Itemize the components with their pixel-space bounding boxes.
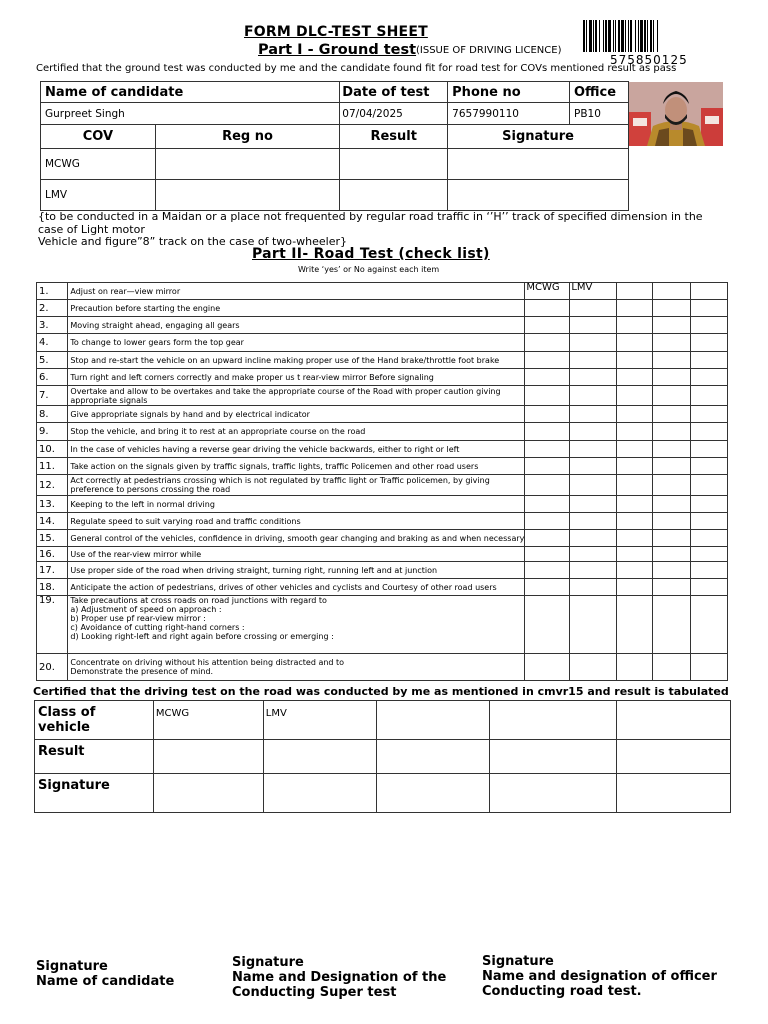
checklist-row — [37, 596, 728, 654]
signature-cell[interactable] — [490, 774, 617, 813]
checklist-item-text — [68, 496, 525, 513]
checklist-answer-cell[interactable] — [525, 369, 570, 386]
checklist-item-line: preference to persons crossing the road — [70, 485, 231, 494]
checklist-answer-cell[interactable] — [616, 441, 653, 458]
checklist-item-line: Use of the rear-view mirror while — [70, 549, 202, 559]
checklist-item-line: In the case of vehicles having a reverse gear driving the vehicle backwards, either to right or left — [70, 444, 460, 454]
class-lmv: LMV — [263, 701, 376, 740]
checklist-item-number: 6. — [37, 369, 68, 386]
candidate-signature-block — [36, 959, 174, 989]
row-class-of-vehicle: Class of vehicle — [35, 701, 154, 740]
checklist-answer-cell[interactable] — [570, 579, 616, 596]
checklist-answer-cell[interactable] — [616, 406, 653, 423]
road-test-certification: Certified that the driving test on the road was conducted by me as mentioned in cmvr15 and result is tabulated — [33, 685, 729, 698]
checklist-item-text — [68, 458, 525, 475]
checklist-row — [37, 441, 728, 458]
checklist-item-number: 12. — [37, 475, 68, 496]
candidate-photo-image — [629, 82, 723, 146]
checklist-answer-cell[interactable] — [690, 475, 727, 496]
part1-title: Part I - Ground test — [258, 42, 417, 58]
class-cell[interactable] — [490, 701, 617, 740]
checklist-answer-cell[interactable] — [690, 423, 727, 441]
checklist-answer-cell[interactable] — [570, 317, 616, 334]
signature-cell[interactable] — [263, 774, 376, 813]
checklist-answer-cell[interactable] — [570, 352, 616, 369]
officer-signature-block — [482, 954, 717, 999]
checklist-item-line: Take action on the signals given by traffic signals, traffic lights, traffic Policemen and other road users — [70, 461, 479, 471]
checklist-item-line: Stop the vehicle, and bring it to rest at an appropriate course on the road — [70, 427, 366, 436]
checklist-item-text — [68, 547, 525, 562]
super-test-conducting-label: Conducting Super test — [232, 985, 397, 1000]
signature-cell[interactable] — [153, 774, 263, 813]
reg-no-cell[interactable] — [155, 180, 340, 211]
checklist-row — [37, 530, 728, 547]
candidate-name-label: Name of candidate — [36, 974, 175, 989]
checklist-row — [37, 547, 728, 562]
checklist-answer-cell[interactable] — [616, 579, 653, 596]
checklist-answer-cell[interactable] — [525, 513, 570, 530]
barcode — [583, 20, 724, 52]
checklist-item-number: 11. — [37, 458, 68, 475]
checklist-answer-cell[interactable] — [616, 547, 653, 562]
checklist-item-line: a) Adjustment of speed on approach : — [70, 605, 222, 614]
checklist-item-text — [68, 334, 525, 352]
checklist-answer-cell[interactable] — [525, 386, 570, 406]
signature-cell[interactable] — [617, 774, 731, 813]
checklist-answer-cell[interactable] — [616, 458, 653, 475]
checklist-answer-cell[interactable] — [570, 513, 616, 530]
checklist-answer-cell[interactable] — [653, 386, 690, 406]
checklist-row — [37, 283, 728, 300]
checklist-row — [37, 406, 728, 423]
checklist-item-text — [68, 406, 525, 423]
checklist-answer-cell[interactable] — [570, 300, 616, 317]
checklist-answer-cell[interactable] — [570, 530, 616, 547]
checklist-answer-cell[interactable] — [525, 475, 570, 496]
checklist-answer-cell[interactable] — [690, 596, 727, 654]
checklist-answer-cell[interactable] — [525, 441, 570, 458]
checklist-row — [37, 352, 728, 369]
checklist-item-text — [68, 654, 525, 681]
checklist-item-number: 14. — [37, 513, 68, 530]
checklist-answer-cell[interactable] — [570, 334, 616, 352]
checklist-answer-cell[interactable] — [653, 352, 690, 369]
row-result: Result — [35, 740, 154, 774]
checklist-item-text — [68, 579, 525, 596]
checklist-answer-cell[interactable] — [653, 334, 690, 352]
checklist-answer-cell[interactable] — [525, 406, 570, 423]
part2-subtitle: Write ‘yes’ or No against each item — [298, 265, 440, 274]
checklist-answer-cell[interactable] — [690, 317, 727, 334]
checklist-answer-cell[interactable] — [616, 475, 653, 496]
checklist-answer-cell[interactable] — [570, 458, 616, 475]
checklist-answer-cell[interactable] — [616, 562, 653, 579]
checklist-answer-cell[interactable] — [690, 352, 727, 369]
checklist-answer-cell[interactable] — [653, 475, 690, 496]
checklist-item-line: Act correctly at pedestrians crossing which is not regulated by traffic light or Traffic policemen, by giving — [70, 476, 490, 485]
checklist-row — [37, 300, 728, 317]
checklist-item-line: Keeping to the left in normal driving — [70, 499, 215, 509]
checklist-answer-cell[interactable] — [616, 369, 653, 386]
cov-row-mcwg: MCWG — [41, 149, 156, 180]
candidate-signature-label: Signature — [36, 959, 108, 974]
checklist-answer-cell[interactable] — [616, 513, 653, 530]
road-test-result-table — [34, 700, 731, 813]
checklist-item-text — [68, 475, 525, 496]
checklist-answer-cell[interactable] — [690, 334, 727, 352]
checklist-answer-cell[interactable] — [570, 423, 616, 441]
checklist-row — [37, 496, 728, 513]
class-cell[interactable] — [376, 701, 490, 740]
class-mcwg: MCWG — [153, 701, 263, 740]
checklist-item-text — [68, 530, 525, 547]
checklist-item-number: 8. — [37, 406, 68, 423]
checklist-answer-cell[interactable] — [653, 300, 690, 317]
officer-designation-label: Name and designation of officer — [482, 969, 717, 984]
checklist-answer-cell[interactable] — [570, 441, 616, 458]
checklist-answer-cell[interactable] — [690, 458, 727, 475]
signature-cell[interactable] — [448, 149, 629, 180]
result-cell[interactable] — [263, 740, 376, 774]
checklist-item-line: Take precautions at cross roads on road junctions with regard to — [70, 596, 327, 605]
checklist-answer-cell[interactable] — [570, 475, 616, 496]
checklist-answer-cell[interactable] — [525, 530, 570, 547]
checklist-item-text — [68, 300, 525, 317]
checklist-item-line: Use proper side of the road when driving straight, turning right, running left and at junction — [70, 565, 438, 575]
checklist-answer-cell[interactable] — [653, 530, 690, 547]
checklist-answer-cell[interactable] — [525, 496, 570, 513]
checklist-item-line: Adjust on rear—view mirror — [70, 286, 181, 296]
checklist-answer-cell[interactable] — [616, 283, 653, 300]
checklist-answer-cell[interactable] — [653, 579, 690, 596]
checklist-item-text — [68, 596, 525, 654]
checklist-answer-cell[interactable] — [653, 496, 690, 513]
candidate-photo — [629, 82, 723, 146]
checklist-row — [37, 317, 728, 334]
reg-no-cell[interactable] — [155, 149, 340, 180]
column-mcwg: MCWG — [525, 283, 570, 300]
officer-conducting-label: Conducting road test. — [482, 984, 642, 999]
checklist-item-line: b) Proper use pf rear-view mirror : — [70, 614, 206, 623]
checklist-answer-cell[interactable] — [690, 654, 727, 681]
checklist-item-number: 4. — [37, 334, 68, 352]
checklist-item-number: 9. — [37, 423, 68, 441]
checklist-item-number: 15. — [37, 530, 68, 547]
header-office: Office — [570, 82, 629, 103]
checklist-item-line: Concentrate on driving without his attention being distracted and to — [70, 658, 345, 667]
checklist-row — [37, 334, 728, 352]
officer-signature-label: Signature — [482, 954, 554, 969]
checklist-item-line: Precaution before starting the engine — [70, 303, 221, 313]
checklist-item-number: 18. — [37, 579, 68, 596]
checklist-answer-cell[interactable] — [690, 300, 727, 317]
signature-cell[interactable] — [376, 774, 490, 813]
checklist-answer-cell[interactable] — [525, 654, 570, 681]
class-cell[interactable] — [617, 701, 731, 740]
checklist-row — [37, 458, 728, 475]
checklist-row — [37, 654, 728, 681]
checklist-answer-cell[interactable] — [690, 369, 727, 386]
header-phone-no: Phone no — [448, 82, 570, 103]
checklist-item-line: Stop and re-start the vehicle on an upward incline making proper use of the Hand brake/throttle foot brake — [70, 355, 500, 365]
header-cov: COV — [41, 125, 156, 149]
checklist-answer-cell[interactable] — [616, 334, 653, 352]
checklist-answer-cell[interactable] — [690, 513, 727, 530]
row-signature: Signature — [35, 774, 154, 813]
super-test-signature-label: Signature — [232, 955, 304, 970]
checklist-item-line: Give appropriate signals by hand and by electrical indicator — [70, 409, 310, 419]
checklist-item-line: Moving straight ahead, engaging all gears — [70, 320, 240, 330]
checklist-item-number: 3. — [37, 317, 68, 334]
checklist-item-text — [68, 423, 525, 441]
checklist-answer-cell[interactable] — [616, 654, 653, 681]
signature-cell[interactable] — [448, 180, 629, 211]
checklist-item-number: 16. — [37, 547, 68, 562]
checklist-item-text — [68, 562, 525, 579]
checklist-answer-cell[interactable] — [570, 369, 616, 386]
result-cell[interactable] — [617, 740, 731, 774]
checklist-item-line: Regulate speed to suit varying road and traffic conditions — [70, 516, 301, 526]
checklist-answer-cell[interactable] — [616, 496, 653, 513]
checklist-item-number: 1. — [37, 283, 68, 300]
checklist-answer-cell[interactable] — [570, 386, 616, 406]
header-reg-no: Reg no — [155, 125, 340, 149]
checklist-answer-cell[interactable] — [653, 441, 690, 458]
track-note-line1: {to be conducted in a Maidan or a place not frequented by regular road traffic in ‘’H’’ track of specified dimension in the case of Light motor — [38, 210, 703, 236]
checklist-item-line: c) Avoidance of cutting right-hand corners : — [70, 623, 245, 632]
part2-title: Part II- Road Test (check list) — [252, 246, 490, 262]
checklist-answer-cell[interactable] — [525, 317, 570, 334]
result-cell[interactable] — [376, 740, 490, 774]
checklist-answer-cell[interactable] — [690, 530, 727, 547]
checklist-item-text — [68, 386, 525, 406]
checklist-answer-cell[interactable] — [653, 369, 690, 386]
checklist-answer-cell[interactable] — [690, 496, 727, 513]
checklist-answer-cell[interactable] — [653, 423, 690, 441]
header-signature: Signature — [448, 125, 629, 149]
barcode-number: 575850125 — [610, 53, 688, 67]
checklist-answer-cell[interactable] — [653, 406, 690, 423]
checklist-row — [37, 369, 728, 386]
checklist-item-number: 5. — [37, 352, 68, 369]
checklist-answer-cell[interactable] — [525, 547, 570, 562]
checklist-answer-cell[interactable] — [653, 547, 690, 562]
track-note-line2: Vehicle and figure”8” track on the case of two-wheeler} — [38, 235, 348, 248]
checklist-answer-cell[interactable] — [690, 441, 727, 458]
checklist-answer-cell[interactable] — [616, 596, 653, 654]
checklist-answer-cell[interactable] — [690, 579, 727, 596]
checklist-answer-cell[interactable] — [690, 386, 727, 406]
super-test-designation-label: Name and Designation of the — [232, 970, 447, 985]
road-test-checklist — [36, 282, 728, 681]
result-cell[interactable] — [340, 180, 448, 211]
test-date-value[interactable]: 07/04/2025 — [340, 103, 448, 125]
checklist-answer-cell[interactable] — [653, 654, 690, 681]
checklist-answer-cell[interactable] — [570, 654, 616, 681]
checklist-answer-cell[interactable] — [616, 530, 653, 547]
checklist-answer-cell[interactable] — [616, 386, 653, 406]
checklist-item-number: 19. — [37, 596, 68, 654]
checklist-item-number: 2. — [37, 300, 68, 317]
checklist-item-line: d) Looking right-left and right again before crossing or emerging : — [70, 632, 334, 641]
checklist-answer-cell[interactable] — [653, 317, 690, 334]
header-result: Result — [340, 125, 448, 149]
checklist-item-number: 20. — [37, 654, 68, 681]
super-test-signature-block — [232, 955, 446, 1000]
checklist-answer-cell[interactable] — [570, 562, 616, 579]
checklist-answer-cell[interactable] — [525, 458, 570, 475]
track-note — [38, 211, 728, 249]
cov-row-lmv: LMV — [41, 180, 156, 211]
checklist-answer-cell[interactable] — [570, 547, 616, 562]
result-cell[interactable] — [153, 740, 263, 774]
checklist-row — [37, 423, 728, 441]
checklist-answer-cell[interactable] — [653, 458, 690, 475]
ground-test-certification: Certified that the ground test was conducted by me and the candidate found fit for road test for COVs mentioned result as pass — [36, 63, 677, 74]
checklist-answer-cell[interactable] — [525, 300, 570, 317]
checklist-row — [37, 579, 728, 596]
checklist-item-number: 17. — [37, 562, 68, 579]
checklist-item-line: Demonstrate the presence of mind. — [70, 667, 214, 676]
result-cell[interactable] — [340, 149, 448, 180]
header-name-of-candidate: Name of candidate — [41, 82, 340, 103]
checklist-row — [37, 386, 728, 406]
part1-subtitle: (ISSUE OF DRIVING LICENCE) — [416, 45, 562, 56]
phone-value[interactable]: 7657990110 — [448, 103, 570, 125]
checklist-answer-cell[interactable] — [570, 496, 616, 513]
checklist-item-line: Overtake and allow to be overtakes and take the appropriate course of the Road with proper caution giving — [70, 386, 501, 396]
checklist-answer-cell[interactable] — [653, 596, 690, 654]
checklist-item-text — [68, 283, 525, 300]
checklist-item-text — [68, 513, 525, 530]
checklist-answer-cell[interactable] — [690, 283, 727, 300]
checklist-answer-cell[interactable] — [570, 406, 616, 423]
checklist-item-number: 13. — [37, 496, 68, 513]
checklist-answer-cell[interactable] — [653, 513, 690, 530]
result-cell[interactable] — [490, 740, 617, 774]
checklist-answer-cell[interactable] — [525, 352, 570, 369]
checklist-item-line: To change to lower gears form the top gear — [70, 338, 244, 347]
checklist-answer-cell[interactable] — [690, 562, 727, 579]
column-lmv: LMV — [570, 283, 616, 300]
checklist-answer-cell[interactable] — [525, 423, 570, 441]
checklist-item-line: Turn right and left corners correctly and make proper us t rear-view mirror Before signaling — [70, 372, 434, 382]
checklist-answer-cell[interactable] — [616, 300, 653, 317]
checklist-row — [37, 475, 728, 496]
checklist-answer-cell[interactable] — [525, 334, 570, 352]
checklist-answer-cell[interactable] — [690, 547, 727, 562]
checklist-answer-cell[interactable] — [525, 562, 570, 579]
checklist-item-line: appropriate signals — [70, 395, 148, 405]
header-date-of-test: Date of test — [340, 82, 448, 103]
candidate-table — [40, 81, 629, 211]
checklist-item-line: General control of the vehicles, confidence in driving, smooth gear changing and braking as and when necessary — [70, 533, 525, 543]
form-title: FORM DLC-TEST SHEET — [244, 24, 428, 40]
checklist-answer-cell[interactable] — [616, 423, 653, 441]
checklist-answer-cell[interactable] — [525, 596, 570, 654]
checklist-row — [37, 513, 728, 530]
checklist-item-number: 7. — [37, 386, 68, 406]
checklist-answer-cell[interactable] — [570, 596, 616, 654]
checklist-item-number: 10. — [37, 441, 68, 458]
checklist-item-line: Anticipate the action of pedestrians, drives of other vehicles and cyclists and Courtesy of other road users — [70, 582, 497, 592]
checklist-answer-cell[interactable] — [690, 406, 727, 423]
checklist-item-text — [68, 352, 525, 369]
checklist-item-text — [68, 317, 525, 334]
checklist-row — [37, 562, 728, 579]
checklist-item-text — [68, 369, 525, 386]
checklist-answer-cell[interactable] — [653, 562, 690, 579]
checklist-answer-cell[interactable] — [616, 352, 653, 369]
office-value[interactable]: PB10 — [570, 103, 629, 125]
checklist-answer-cell[interactable] — [525, 579, 570, 596]
candidate-name-value[interactable]: Gurpreet Singh — [41, 103, 340, 125]
checklist-item-text — [68, 441, 525, 458]
checklist-answer-cell[interactable] — [616, 317, 653, 334]
checklist-answer-cell[interactable] — [653, 283, 690, 300]
